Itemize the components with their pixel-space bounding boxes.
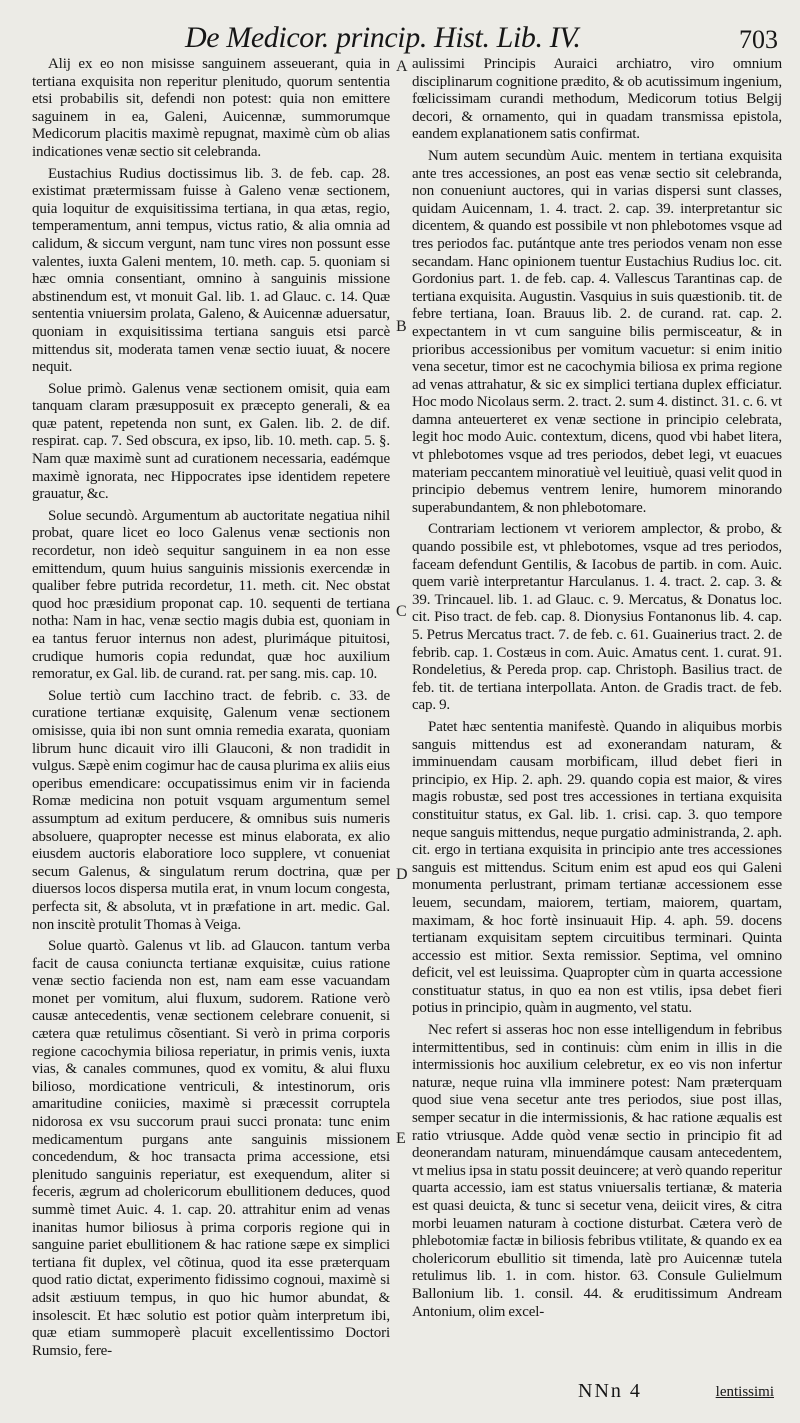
left-column: [32, 56, 390, 1371]
paragraph: Nec refert si asseras hoc non esse intelligendum in febribus intermittentibus, sed in continuis: cùm enim in illis in die intermissionis hoc auxilium celebretur, ex eo vis non infertur naturæ, neque ruina vlla imminere potest: Nam præterquam quod siue vena secetur ante tres periodos, siue post illas, semper secatur in die intermissionis, & hac ratione æqualis est ratio vtriusque. Adde quòd venæ sectio in principio fit ad deonerandam naturam, minuendámque causam antecedentem, vt melius ipsa in statu possit deuincere; at verò quando reperitur quarta accessio, iam est status vniuersalis tertianæ, & materia est quasi deuicta, & tunc si secetur vena, deiicit vires, & citra morbi leuamen naturam à coctione disturbat. Cætera verò de phlebotomiæ factæ in biliosis febribus vtilitate, & quando ex ea cholericorum ebullitio sit timenda, latè pro Auicennæ tutela retulimus lib. 1. in com. histor. 63. Consule Gulielmum Ballonium lib. 1. consil. 44. & eruditissimum Andream Antonium, olim excel-: [412, 1022, 782, 1320]
paragraph: Patet hæc sententia manifestè. Quando in aliquibus morbis sanguis mittendus est ad exonerandam naturam, & imminuendam causam morbificam, illud debet fieri in principio, ex Hip. 2. aph. 29. quando copia est maior, & vires magis robustæ, sed post tres accessiones in tertiana exquisita constituitur status, ex Gal. lib. 1. crisi. cap. 3. quo tempore neque sanguis mittendus, neque purgatio administranda, 2. aph. cit. ergo in tertiana exquisita in principio ante tres accessiones sanguis est mittendus. Scitum enim est apud eos qui Galeni monumenta perlustrant, primam tertianæ accessionem esse leuem, secundam, maiorem, tertiam, maiorem, quartam, maximam, & hoc fortè insinuauit Hip. 4. aph. 59. docens tertianam exquisitam septem circuitibus terminari. Quinta accessio est mitior. Sexta remissior. Septima, vel omnino deficit, vel est leuissima. Quapropter cùm in quarta accessione constituatur status, in quo ea non est vtilis, ipsa debet fieri potius in principio, quàm in augmento, vel statu.: [412, 718, 782, 1017]
paragraph: Alij ex eo non misisse sanguinem asseuerant, quia in tertiana exquisita non reperitur plenitudo, quorum sententia etsi probabilis sit, defendi non potest: quia non emittere saguinem in ea, Galeni, Auicennæ, summorumque Medicorum placitis maximè repugnat, maximè cùm ob alias indicationes venæ sectio sit celebranda.: [32, 56, 390, 160]
paragraph: Solue quartò. Galenus vt lib. ad Glaucon. tantum verba facit de causa coniuncta tertianæ exquisitæ, cuius ratione venæ sectio facienda non est, nam eam esse vacuandam monet per vomitum, alui fluxum, sudorem. Ratione verò causæ antecedentis, venæ sectionem celebrare conuenit, si cætera quæ retulimus cõsentiant. Si verò in prima corporis regione cacochymia biliosa reperiatur, in primis venis, iuxta vias, & canales communes, quod ex vomitu, & alui fluxu bilioso, mordicatione ventriculi, & intestinorum, oris amaritudine coniicies, maximè si præcessit corruptela nidorosa ex vsu succorum praui succi pronata: tunc enim medicamentum purgans ante sanguinis missionem concedendum, & hoc transacta prima accessione, etsi plenitudo sanguinis reperiatur, est exequendum, aliter si feceris, ægrum ad cholericorum ebullitionem deduces, quod summè timet Auic. 4. 1. cap. 20. attrahitur enim ad venas inanitas humor biliosus à prima corporis regione qui in sanguine pariet ebullitionem & hac ratione sæpe ex simplici tertiana fit duplex, vel cõtinua, quod ita esse præterquam quod ratio dictat, experimento fidissimo cognoui, maximè si adsit æstiuum tempus, in quo hic humor abundat, & insolescit. Et hæc solutio est potior quàm interpretum ibi, quæ etiam summoperè placuit excellentissimo Doctori Rumsio, fere-: [32, 938, 390, 1359]
catchword: lentissimi: [715, 1384, 774, 1400]
paragraph: aulissimi Principis Auraici archiatro, viro omnium disciplinarum cognitione prædito, & ob acutissimum ingenium, fœlicissimam curandi methodum, Medicorum totius Belgij decori, & ornamento, qui in quadam transmissa epistola, eandem explanationem satis confirmat.: [412, 56, 782, 143]
running-head: De Medicor. princip. Hist. Lib. IV.: [185, 21, 581, 54]
marginal-letter-c: C: [396, 603, 407, 620]
paragraph: Eustachius Rudius doctissimus lib. 3. de feb. cap. 28. existimat prætermissam fuisse à Galeno venæ sectionem, quia loquitur de exquisitissima tertiana, in qua ætas, regio, temperamentum, anni tempus, victus ratio, & alia omnia ad calidum, & siccum vergunt, nam tunc vires non possunt esse valentes, iuxta Galeni mentem, 10. meth. cap. 5. quoniam si hæc omnia consentiant, omnino à sanguinis missione abstinendum est, vt monuit Gal. lib. 1. ad Glauc. c. 14. Quæ sententia vniuersim prolata, Galeno, & Auicennæ aduersatur, quoniam in exquisitissima tertiana sanguis etsi parcè mittendus sit, moderata tamen venæ sectio iuuat, & nocere nequit.: [32, 165, 390, 376]
paragraph: Solue secundò. Argumentum ab auctoritate negatiua nihil probat, quare licet eo loco Galenus venæ sectionis non recordetur, non ideò sequitur sanguinem in ea non esse emittendum, quum huius sanguinis missionis exercendæ in qualiber febre putrida recordetur, 11. meth. cit. Nec obstat quod hoc præsidium proponat cap. 10. sequenti de tertiana notha: Nam in hac, venæ sectio magis dubia est, quoniam in ea tantus feruor internus non adest, plurimáque pituitosi, crudique humoris copia redundat, quæ hoc auxilium remoratur, ex Gal. lib. de curand. rat. per sang. mis. cap. 10.: [32, 507, 390, 683]
page-header: [0, 21, 800, 54]
right-column: [412, 56, 782, 1371]
paragraph: Num autem secundùm Auic. mentem in tertiana exquisita ante tres accessiones, an post eas venæ sectio sit celebranda, non conueniunt auctores, qui in varias dispersi sunt classes, quidam Auicennam, 1. 4. tract. 2. cap. 39. interpretantur sic dicentem, & quando est possibile vt non phlebotomes vsque ad tres periodos fac. putántque ante tres periodos venam non esse secandam. Hanc opinionem tuentur Eustachius Rudius loc. cit. Gordonius part. 1. de feb. cap. 4. Vallescus Tarantinas cap. de tertiana exquisita. Augustin. Vasquius in suis quæstionib. tit. de febre tertiana, Ioan. Brauus lib. 2. de curand. rat. cap. 2. expectantem in vt cum sanguine bilis permisceatur, & in prioribus accessionibus per vomitum vacuetur: si enim initio vena secetur, timor est ne cacochymia biliosa ex prima regione ad venas attrahatur, & sic ex simplici tertiana duplex efficiatur. Hoc modo Nicolaus serm. 2. tract. 2. sum 4. distinct. 31. c. 6. vt damna anteuerteret ex venæ sectione in principio celebrata, legit hoc modo Auic. contextum, dicens, quod vbi habet litera, vt phlebotomes vsque ad tres periodos, debet legi, vt euacues materiam peccantem minoratiuè vel leuitiuè, quasi velit quod in principio debemus ventrem lenire, humorem minorando superabundantem, & non phlebotomare.: [412, 147, 782, 516]
marginal-letter-b: B: [396, 318, 407, 335]
marginal-letter-a: A: [396, 58, 408, 75]
page-number: 703: [739, 25, 778, 54]
marginal-letter-d: D: [396, 866, 408, 883]
paragraph: Solue tertiò cum Iacchino tract. de febrib. c. 33. de curatione tertianæ exquisitę, Galenum venæ sectionem omisisse, quia ibi non sunt omnia remedia exarata, quoniam librum hunc dicauit viro illi Glauconi, & non tradidit in vulgus. Sæpè enim cogimur hac de causa plurima ex aliis eius operibus emendicare: occupatissimus enim vir in facienda Romæ medicina non potuit vsquam argumentum semel assumptum ad exitum perducere, & omnibus suis numeris absoluere, quapropter necesse est minus elaborata, ex alio eiusdem auctoris elaboratiore loco supplere, vt conueniat secum Galenus, & singulatum rerum doctrina, quæ per diuersos locos dispersa mutila erat, in vnum locum congesta, perfecta sit, & absoluta, vt in præfatione in art. medic. Gal. non inscitè protulit Thomas à Veiga.: [32, 687, 390, 933]
paragraph: Solue primò. Galenus venæ sectionem omisit, quia eam tanquam claram præsupposuit ex præcepto generali, & ea quæ patent, repetenda non sunt, ex Galen. lib. 2. de dif. respirat. cap. 7. Sed obscura, ex ipso, lib. 10. meth. cap. 5. §. Nam quæ maximè sunt ad curationem necessaria, eadémque maximè ignorata, nec Hippocrates ipse identidem repetere grauatur, &c.: [32, 380, 390, 503]
signature-mark: NNn 4: [578, 1380, 642, 1402]
paragraph: Contrariam lectionem vt veriorem amplector, & probo, & quando possibile est, vt phlebotomes, vsque ad tres periodos, faceam defendunt Gentilis, & Iacobus de partib. in com. Auic. quem variè interpretantur Harculanus. 1. 4. tract. 2. cap. 3. & 39. Trincauel. lib. 1. ad Glauc. c. 9. Mercatus, & Donatus loc. cit. Piso tract. de feb. cap. 8. Dionysius Fontanonus lib. 4. cap. 5. Petrus Mercatus tract. 7. de feb. c. 61. Guainerius tract. 2. de febrib. cap. 1. Costæus in com. Auic. Amatus cent. 1. curat. 91. Rondeletius, & Pereda prop. cap. Christoph. Basilius tract. de feb. tit. de tertiana interpollata. Anton. de Gradis tract. de feb. cap. 9.: [412, 521, 782, 714]
marginal-letter-e: E: [396, 1130, 406, 1147]
